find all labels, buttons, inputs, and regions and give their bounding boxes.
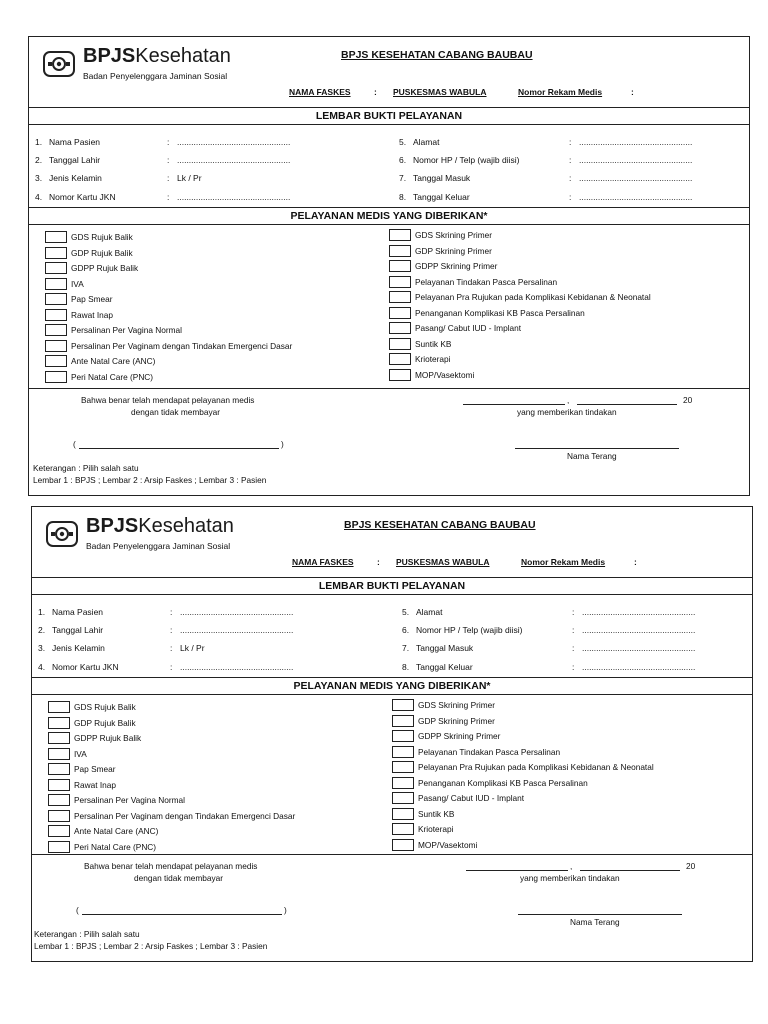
checkbox[interactable]: [392, 777, 414, 789]
brand-name: BPJSKesehatan: [83, 45, 231, 67]
faskes-row: [32, 557, 752, 571]
section-title: LEMBAR BUKTI PELAYANAN: [29, 107, 749, 125]
checkbox[interactable]: [45, 340, 67, 352]
divider: [29, 388, 749, 389]
paren-close: ): [284, 905, 287, 915]
rekam-medis-label: Nomor Rekam Medis: [518, 87, 603, 97]
checkbox[interactable]: [392, 730, 414, 742]
year-prefix: 20: [686, 861, 696, 871]
checkbox[interactable]: [45, 293, 67, 305]
checkbox[interactable]: [48, 732, 70, 744]
checkbox[interactable]: [389, 353, 411, 365]
notes-line-1: Keterangan : Pilih salah satu: [34, 929, 140, 939]
checkbox[interactable]: [45, 262, 67, 274]
provider-signature-line[interactable]: [515, 448, 679, 449]
statement-line-1: Bahwa benar telah mendapat pelayanan medis: [81, 395, 255, 405]
paren-close: ): [281, 439, 284, 449]
faskes-label: NAMA FASKES: [289, 87, 351, 97]
rekam-medis-separator: :: [631, 87, 634, 97]
statement-line-1: Bahwa benar telah mendapat pelayanan medis: [84, 861, 258, 871]
checkbox[interactable]: [389, 369, 411, 381]
date-line[interactable]: [580, 870, 680, 871]
statement-line-2: dengan tidak membayar: [134, 873, 224, 883]
place-line[interactable]: [463, 404, 565, 405]
checkbox[interactable]: [48, 810, 70, 822]
paren-open: (: [73, 439, 76, 449]
form-header: [32, 507, 752, 579]
giver-label: yang memberikan tindakan: [517, 407, 617, 417]
checkbox[interactable]: [45, 324, 67, 336]
comma: ,: [570, 861, 573, 871]
branch-title: BPJS KESEHATAN CABANG BAUBAU: [341, 49, 533, 61]
checkbox[interactable]: [45, 355, 67, 367]
bpjs-logo-icon: [43, 51, 75, 77]
paren-open: (: [76, 905, 79, 915]
checkbox[interactable]: [392, 823, 414, 835]
checkbox[interactable]: [389, 307, 411, 319]
brand-name: BPJSKesehatan: [86, 515, 234, 537]
faskes-separator: :: [377, 557, 380, 567]
year-prefix: 20: [683, 395, 693, 405]
checkbox[interactable]: [45, 371, 67, 383]
checkbox[interactable]: [45, 278, 67, 290]
checkbox[interactable]: [48, 717, 70, 729]
notes-line-2: Lembar 1 : BPJS ; Lembar 2 : Arsip Faskes ; Lembar 3 : Pasien: [33, 475, 267, 485]
faskes-label: NAMA FASKES: [292, 557, 354, 567]
checkbox[interactable]: [389, 276, 411, 288]
bpjs-logo: [43, 47, 283, 83]
checkbox[interactable]: [48, 763, 70, 775]
checkbox[interactable]: [48, 794, 70, 806]
date-line[interactable]: [577, 404, 677, 405]
checkbox[interactable]: [392, 808, 414, 820]
checkbox[interactable]: [389, 322, 411, 334]
bpjs-logo-icon: [46, 521, 78, 547]
checkbox[interactable]: [48, 779, 70, 791]
checkbox[interactable]: [48, 748, 70, 760]
checkbox[interactable]: [48, 841, 70, 853]
divider: [32, 854, 752, 855]
checkbox[interactable]: [389, 260, 411, 272]
checkbox[interactable]: [45, 309, 67, 321]
faskes-value: PUSKESMAS WABULA: [393, 87, 487, 97]
section-title: LEMBAR BUKTI PELAYANAN: [32, 577, 752, 595]
giver-label: yang memberikan tindakan: [520, 873, 620, 883]
form-copy-1: BPJSKesehatan Badan Penyelenggara Jaminan Sosial BPJS KESEHATAN CABANG BAUBAU NAMA FASKES : PUSKESMAS WABULA Nomor Rekam Medis : LEMBAR BUKTI PELAYANAN 1. Nama Pasien : ................................................ 2. Tanggal Lahir : ................................................ 3. Jenis Kelamin : Lk / Pr 4. Nomor Kartu JKN : ................................................ 5. Alamat : ................................................ 6. Nomor HP / Telp (wajib diisi) : ................................................ 7. Tanggal Masuk : ................................................ 8. Tanggal Keluar : ................................................ PELAYANAN MEDIS YANG DIBERIKAN* GDS Rujuk Balik GDP Rujuk Balik GDPP Rujuk Balik IVA Pap Smear Rawat Inap Persalinan Per Vagina Normal Persalinan Per Vaginam dengan Tindakan Emergenci Dasar Ante Natal Care (ANC) Peri Natal Care (PNC) GDS Skrining Primer GDP Skrining Primer GDPP Skrining Primer Pelayanan Tindakan Pasca Persalinan Pelayanan Pra Rujukan pada Komplikasi Kebidanan & Neonatal Penanganan Komplikasi KB Pasca Persalinan Pasang/ Cabut IUD - Implant Suntik KB Krioterapi MOP/Vasektomi Bahwa benar telah mendapat pelayanan medis dengan tidak membayar , 20 yang memberikan tindakan ( ) Nama Terang Keterangan : Pilih salah satu Lembar 1 : BPJS ; Lembar 2 : Arsip Faskes ; Lembar 3 : Pasien: [28, 36, 750, 496]
checkbox[interactable]: [45, 247, 67, 259]
brand-subtitle: Badan Penyelenggara Jaminan Sosial: [83, 71, 228, 81]
provider-signature-line[interactable]: [518, 914, 682, 915]
faskes-separator: :: [374, 87, 377, 97]
services-title: PELAYANAN MEDIS YANG DIBERIKAN*: [29, 207, 749, 225]
checkbox[interactable]: [392, 761, 414, 773]
services-title: PELAYANAN MEDIS YANG DIBERIKAN*: [32, 677, 752, 695]
brand-subtitle: Badan Penyelenggara Jaminan Sosial: [86, 541, 231, 551]
checkbox[interactable]: [389, 229, 411, 241]
comma: ,: [567, 395, 570, 405]
checkbox[interactable]: [392, 699, 414, 711]
branch-title: BPJS KESEHATAN CABANG BAUBAU: [344, 519, 536, 531]
checkbox[interactable]: [48, 701, 70, 713]
rekam-medis-label: Nomor Rekam Medis: [521, 557, 606, 567]
checkbox[interactable]: [48, 825, 70, 837]
clear-name-label: Nama Terang: [570, 917, 620, 927]
checkbox[interactable]: [45, 231, 67, 243]
checkbox[interactable]: [392, 792, 414, 804]
checkbox[interactable]: [392, 715, 414, 727]
form-copy-2: BPJSKesehatan Badan Penyelenggara Jaminan Sosial BPJS KESEHATAN CABANG BAUBAU NAMA FASKES : PUSKESMAS WABULA Nomor Rekam Medis : LEMBAR BUKTI PELAYANAN 1. Nama Pasien : ................................................ 2. Tanggal Lahir : ................................................ 3. Jenis Kelamin : Lk / Pr 4. Nomor Kartu JKN : ................................................ 5. Alamat : ................................................ 6. Nomor HP / Telp (wajib diisi) : ................................................ 7. Tanggal Masuk : ................................................ 8. Tanggal Keluar : ................................................ PELAYANAN MEDIS YANG DIBERIKAN* GDS Rujuk Balik GDP Rujuk Balik GDPP Rujuk Balik IVA Pap Smear Rawat Inap Persalinan Per Vagina Normal Persalinan Per Vaginam dengan Tindakan Emergenci Dasar Ante Natal Care (ANC) Peri Natal Care (PNC) GDS Skrining Primer GDP Skrining Primer GDPP Skrining Primer Pelayanan Tindakan Pasca Persalinan Pelayanan Pra Rujukan pada Komplikasi Kebidanan & Neonatal Penanganan Komplikasi KB Pasca Persalinan Pasang/ Cabut IUD - Implant Suntik KB Krioterapi MOP/Vasektomi Bahwa benar telah mendapat pelayanan medis dengan tidak membayar , 20 yang memberikan tindakan ( ) Nama Terang Keterangan : Pilih salah satu Lembar 1 : BPJS ; Lembar 2 : Arsip Faskes ; Lembar 3 : Pasien: [31, 506, 753, 962]
notes-line-1: Keterangan : Pilih salah satu: [33, 463, 139, 473]
notes-line-2: Lembar 1 : BPJS ; Lembar 2 : Arsip Faskes ; Lembar 3 : Pasien: [34, 941, 268, 951]
checkbox[interactable]: [392, 746, 414, 758]
checkbox[interactable]: [389, 245, 411, 257]
checkbox[interactable]: [392, 839, 414, 851]
form-header: [29, 37, 749, 109]
statement-line-2: dengan tidak membayar: [131, 407, 221, 417]
rekam-medis-separator: :: [634, 557, 637, 567]
faskes-row: [29, 87, 749, 101]
clear-name-label: Nama Terang: [567, 451, 617, 461]
place-line[interactable]: [466, 870, 568, 871]
checkbox[interactable]: [389, 338, 411, 350]
patient-signature-line[interactable]: [79, 448, 279, 449]
patient-signature-line[interactable]: [82, 914, 282, 915]
checkbox[interactable]: [389, 291, 411, 303]
bpjs-logo: [46, 517, 286, 553]
faskes-value: PUSKESMAS WABULA: [396, 557, 490, 567]
